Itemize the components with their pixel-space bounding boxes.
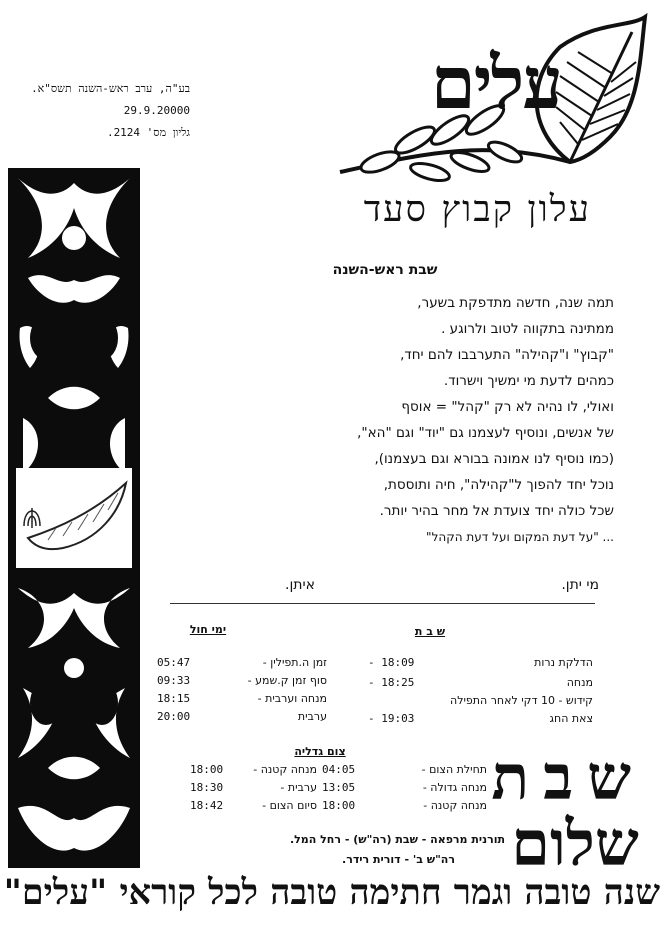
table-row [368, 694, 593, 710]
issue-date: 29.9.20000 [123, 104, 190, 117]
row-label: קידוש - 10 דקי לאחר התפילה [450, 694, 593, 707]
credits [235, 830, 505, 870]
table-row [322, 799, 487, 815]
issue-meta [30, 78, 190, 144]
credit-line: רה"ש ב' - דורית רידר. [342, 853, 455, 866]
poem-heading: שבת ראש-השנה [332, 262, 438, 278]
row-time: 18:15 [157, 692, 191, 705]
row-label: מנחה גדולה - [422, 781, 487, 794]
row-time: 05:47 [157, 656, 191, 669]
poem-line: תמה שנה, חדשה מתדפקת בשער, [417, 295, 614, 311]
row-time: 09:33 [157, 674, 191, 687]
row-label: מנחה [566, 676, 593, 689]
newsletter-subtitle: עלון קבוץ סעד [363, 189, 591, 230]
row-time: 20:00 [157, 710, 191, 723]
weekdays-schedule-title: ימי חול [189, 623, 227, 636]
poem-line: נוכל יחד להפוך ל"קהילה", חיה ותוססת, [383, 477, 614, 493]
credit-line: תורנית מרפאה - שבת (רה"ש) - רחל המל. [289, 833, 505, 846]
row-label: ערבית - [280, 781, 317, 794]
table-row [157, 656, 327, 672]
poem-line: ... "על דעת המקום ועל דעת הקהל" [426, 530, 614, 544]
shabbat-schedule-title: ש ב ת [414, 625, 446, 638]
table-row [190, 781, 317, 797]
poem-line: (כמו נוסיף לנו אמונה בבורא וגם בעצמנו), [374, 451, 614, 467]
poem-body [222, 290, 614, 550]
row-label: ערבית [297, 710, 327, 723]
row-time: 18:25 - [368, 676, 415, 689]
issue-date-hebrew: בע"ה, ערב ראש-השנה תשס"א. [31, 82, 190, 95]
poem-line: של אנשים, ונוסיף לעצמנו גם "יוד" וגם "הא", [357, 425, 614, 441]
divider [170, 603, 595, 604]
table-row [190, 799, 317, 815]
row-label: מנחה קטנה - [423, 799, 487, 812]
poem-line: כמהים לדעת מי ימשיך וישרוד. [443, 373, 614, 389]
row-label: תחילת הצום - [421, 763, 487, 776]
table-row [322, 781, 487, 797]
row-label: הדלקת נרות [534, 656, 593, 669]
poem-line: "קבוץ" ו"קהילה" התערבבו להם יחד, [400, 347, 614, 363]
shabbat-shalom-banner [491, 741, 645, 880]
row-time: 18:00 [190, 763, 224, 776]
table-row [190, 763, 317, 779]
table-row [157, 710, 327, 726]
new-year-greeting: שנה טובה וגמר חתימה טובה לכל קוראי "עלים" [3, 872, 660, 913]
row-label: מנחה וערבית - [257, 692, 327, 705]
banner-line: שלום [511, 807, 639, 880]
row-time: 04:05 [322, 763, 356, 776]
row-time: 13:05 [322, 781, 356, 794]
banner-line: שבת [491, 741, 645, 814]
poem-line: שכל כולה יחד צועדת אל מחר בהיר יותר. [379, 503, 614, 519]
signature-right: מי יתן. [561, 577, 599, 593]
decorative-papercut-strip [8, 168, 140, 868]
row-label: זמן ה.תפילין - [262, 656, 327, 669]
fast-schedule-title: צום גדליה [294, 745, 346, 758]
row-label: מנחה קטנה - [253, 763, 317, 776]
poem-line: ממתינה בתקווה לטוב ולרוגע . [441, 321, 614, 337]
row-label: סוף זמן ק.שמע - [247, 674, 327, 687]
table-row [157, 674, 327, 690]
logo-title: עלים [430, 40, 561, 125]
row-time: 18:30 [190, 781, 224, 794]
table-row [368, 656, 593, 672]
issue-number: גליון מס' 2124. [106, 126, 190, 139]
table-row [322, 763, 487, 779]
row-label: סיום הצום - [262, 799, 317, 812]
table-row [368, 676, 593, 692]
row-label: צאת החג [549, 712, 593, 725]
signature-left: איתן. [285, 577, 315, 593]
table-row [368, 712, 593, 728]
table-row [157, 692, 327, 708]
row-time: 18:42 [190, 799, 224, 812]
row-time: 18:00 [322, 799, 356, 812]
poem-line: ואולי, לו נהיה לא רק "קהל" = אוסף [401, 399, 614, 415]
row-time: 19:03 - [368, 712, 415, 725]
row-time: 18:09 - [368, 656, 415, 669]
